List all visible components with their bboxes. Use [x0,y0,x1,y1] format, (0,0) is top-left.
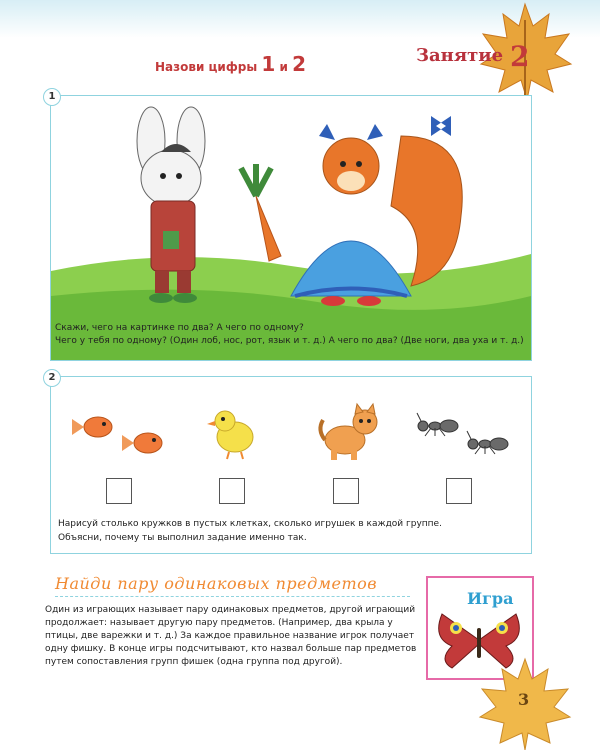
divider [55,596,410,597]
lesson-number: 2 [510,40,530,73]
game-label: Игра [467,589,514,608]
task1-number: 1 [43,88,61,106]
answer-box-ant[interactable] [446,478,472,504]
scene-illustration [51,96,531,360]
answer-box-chick[interactable] [219,478,245,504]
lesson-label: Занятие [416,45,504,66]
game-description: Один из играющих называет пару одинаковых предметов, другой играющий продолжает: называет другую пару предметов. (Например, два крыла у птицы, две варежки и т. д.) За каждое правильное название игрок получает одну фишку. В конце игры подсчитывают, кто назвал больше пар предметов путем сопоставления групп фишек (одна группа под другой). [45,605,417,667]
kitten-icon [315,400,385,465]
task2-instruction: Нарисуй столько кружков в пустых клетках, сколько игрушек в каждой группе. Объясни, почему ты выполнил задание именно так. [58,519,442,543]
fish-icon [70,405,180,465]
digit-two: 2 [292,52,307,76]
digit-one: 1 [261,52,276,76]
answer-box-fish[interactable] [106,478,132,504]
ant-icon [415,408,515,458]
chick-icon [205,403,265,463]
game-title: Найди пару одинаковых предметов [55,574,378,593]
task2-number: 2 [43,369,61,387]
answer-box-kitten[interactable] [333,478,359,504]
page-title: Назови цифры 1 и 2 [155,52,307,76]
page-number: 3 [518,690,530,709]
task1-caption: Скажи, чего на картинке по два? А чего по одному? Чего у тебя по одному? (Один лоб, нос, рот, язык и т. д.) А чего по два? (Две ноги, два уха и т. д.) [55,323,524,346]
